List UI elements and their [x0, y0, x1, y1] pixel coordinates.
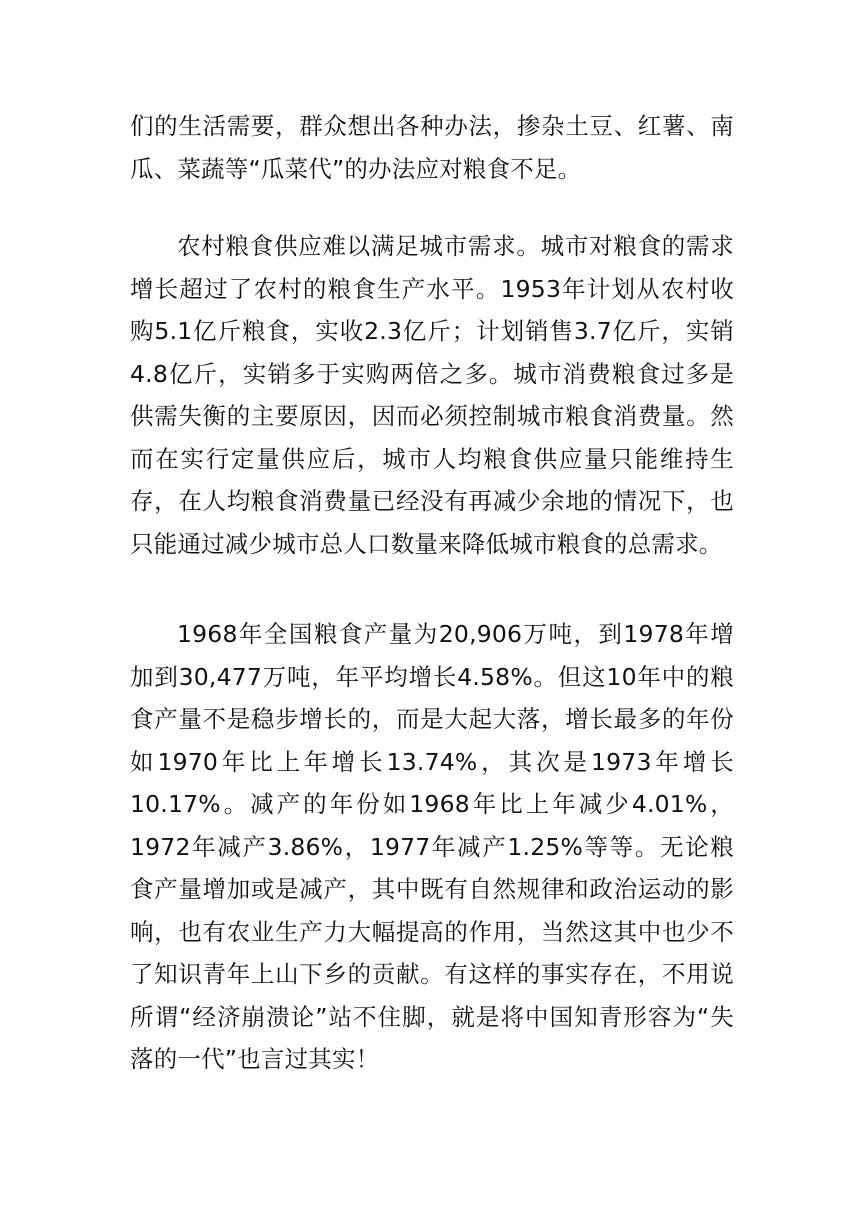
paragraph-urban-grain-demand	[130, 225, 734, 565]
paragraph-grain-production	[130, 613, 734, 1081]
paragraph-3-text: 1968年全国粮食产量为20,906万吨，到1978年增加到30,477万吨，年平均增长4.58%。但这10年中的粮食产量不是稳步增长的，而是大起大落，增长最多的年份如1970年比上年增长13.74%，其次是1973年增长10.17%。减产的年份如1968年比上年减少4.01%，1972年减产3.86%，1977年减产1.25%等等。无论粮食产量增加或是减产，其中既有自然规律和政治运动的影响，也有农业生产力大幅提高的作用，当然这其中也少不了知识青年上山下乡的贡献。有这样的事实存在，不用说所谓“经济崩溃论”站不住脚，就是将中国知青形容为“失落的一代”也言过其实！	[130, 620, 734, 1073]
paragraph-continuation	[130, 105, 734, 190]
paragraph-2-text: 农村粮食供应难以满足城市需求。城市对粮食的需求增长超过了农村的粮食生产水平。1953年计划从农村收购5.1亿斤粮食，实收2.3亿斤；计划销售3.7亿斤，实销4.8亿斤，实销多于实购两倍之多。城市消费粮食过多是供需失衡的主要原因，因而必须控制城市粮食消费量。然而在实行定量供应后，城市人均粮食供应量只能维持生存，在人均粮食消费量已经没有再减少余地的情况下，也只能通过减少城市总人口数量来降低城市粮食的总需求。	[130, 232, 734, 558]
paragraph-1-text: 们的生活需要，群众想出各种办法，掺杂土豆、红薯、南瓜、菜蔬等“瓜菜代”的办法应对粮食不足。	[130, 112, 734, 183]
